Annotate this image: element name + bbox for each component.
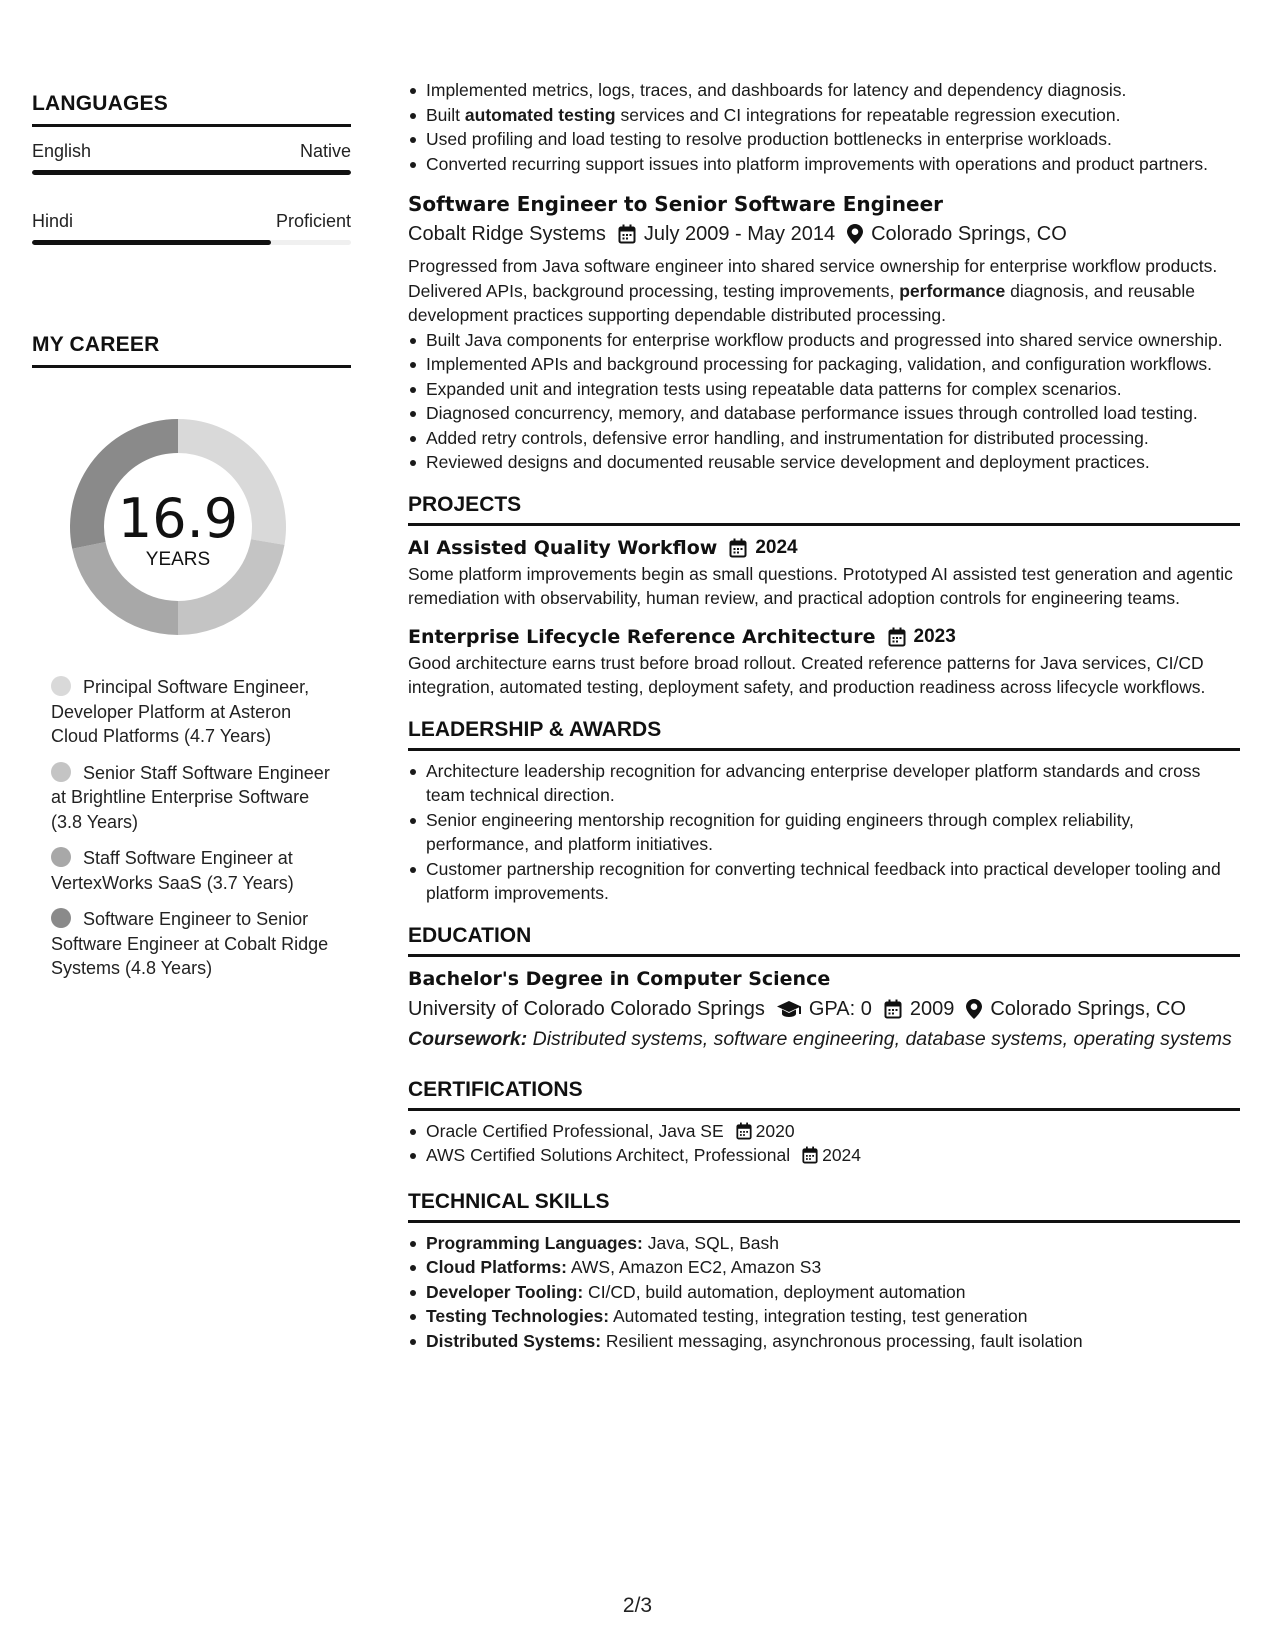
degree-title: Bachelor's Degree in Computer Science — [408, 967, 831, 990]
language-level: Proficient — [275, 211, 351, 231]
list-item: Implemented metrics, logs, traces, and dashboards for latency and dependency diagnosis. — [408, 78, 1240, 103]
legend-dot — [51, 908, 71, 928]
languages-title: LANGUAGES — [32, 92, 168, 115]
legend-label: Principal Software Engineer, Developer Platform at Asteron Cloud Platforms (4.7 Years) — [51, 677, 310, 746]
job-dates: July 2009 - May 2014 — [643, 223, 836, 245]
list-item: Used profiling and load testing to resolve production bottlenecks in enterprise workloads. — [408, 127, 1240, 152]
certification-name: AWS Certified Solutions Architect, Professional — [426, 1145, 791, 1165]
list-item — [408, 1143, 1240, 1168]
list-item: Reviewed designs and documented reusable service development and deployment practices. — [408, 450, 1240, 475]
language-item — [32, 211, 351, 245]
certifications-list — [408, 1119, 1240, 1168]
proficiency-bar — [32, 170, 351, 175]
page-number: 2/3 — [622, 1594, 653, 1617]
education-title: EDUCATION — [408, 923, 532, 947]
calendar-icon — [802, 1146, 818, 1164]
list-item: Built Java components for enterprise workflow products and progressed into shared service ownership. — [408, 328, 1240, 353]
skill-category: Developer Tooling: — [426, 1281, 584, 1302]
language-item — [32, 141, 351, 175]
list-item: Diagnosed concurrency, memory, and database performance issues through controlled load testing. — [408, 401, 1240, 426]
legend-label: Senior Staff Software Engineer at Brightline Enterprise Software (3.8 Years) — [51, 762, 330, 832]
gpa: GPA: 0 — [808, 997, 872, 1020]
list-item: Cloud Platforms: AWS, Amazon EC2, Amazon S3 — [408, 1255, 1240, 1280]
skills-title: TECHNICAL SKILLS — [408, 1189, 610, 1213]
years-label: YEARS — [145, 549, 211, 570]
legend-dot — [51, 847, 71, 867]
list-item: Programming Languages: Java, SQL, Bash — [408, 1231, 1240, 1256]
bold-text: automated testing — [464, 104, 616, 125]
section-divider — [32, 365, 351, 368]
project-year: 2024 — [755, 536, 798, 558]
legend-label: Staff Software Engineer at VertexWorks SaaS (3.7 Years) — [51, 848, 294, 893]
list-item: Converted recurring support issues into platform improvements with operations and product partners. — [408, 152, 1240, 177]
job-location: Colorado Springs, CO — [871, 223, 1067, 245]
main-content — [408, 78, 1240, 1353]
section-divider — [32, 124, 351, 127]
list-item: Developer Tooling: CI/CD, build automation, deployment automation — [408, 1280, 1240, 1305]
company-name: Cobalt Ridge Systems — [408, 223, 606, 245]
calendar-icon — [736, 1122, 752, 1140]
job-summary: Progressed from Java software engineer into shared service ownership for enterprise workflow products. Delivered APIs, background processing, testing improvements, performance diagnosis, and reusable development practices supporting dependable distributed processing. — [408, 256, 1218, 325]
school-name: University of Colorado Colorado Springs — [408, 997, 765, 1020]
projects-title: PROJECTS — [408, 492, 522, 516]
language-name: English — [32, 141, 92, 161]
language-name: Hindi — [32, 211, 74, 231]
legend-item — [51, 761, 341, 835]
legend-label: Software Engineer to Senior Software Engineer at Cobalt Ridge Systems (4.8 Years) — [51, 909, 329, 978]
legend-item — [51, 846, 341, 895]
career-donut-chart — [66, 415, 290, 639]
project-year: 2023 — [913, 625, 956, 647]
list-item: Implemented APIs and background processing for packaging, validation, and configuration workflows. — [408, 352, 1240, 377]
leadership-title: LEADERSHIP & AWARDS — [408, 717, 662, 741]
skills-list — [408, 1231, 1240, 1354]
previous-job-bullets — [408, 78, 1240, 176]
education-meta — [408, 995, 1240, 1023]
list-item — [408, 1119, 1240, 1144]
coursework-label: Coursework: — [408, 1027, 528, 1050]
bold-text: performance — [899, 280, 1006, 301]
project-title: AI Assisted Quality Workflow 2024 — [408, 534, 1240, 562]
list-item: Distributed Systems: Resilient messaging, asynchronous processing, fault isolation — [408, 1329, 1240, 1354]
project-description: Some platform improvements begin as small questions. Prototyped AI assisted test generation and agentic remediation with observability, human review, and practical adoption controls for engineering teams. — [408, 563, 1233, 608]
list-item: Architecture leadership recognition for advancing enterprise developer platform standards and cross team technical direction. — [408, 759, 1240, 808]
skill-category: Testing Technologies: — [426, 1306, 610, 1326]
list-item: Testing Technologies: Automated testing, integration testing, test generation — [408, 1304, 1240, 1329]
section-divider — [408, 1220, 1240, 1223]
calendar-icon — [884, 999, 902, 1019]
proficiency-fill — [32, 170, 351, 175]
skill-category: Cloud Platforms: — [426, 1257, 567, 1277]
section-divider — [408, 954, 1240, 957]
map-pin-icon — [966, 999, 982, 1019]
career-section — [32, 333, 351, 368]
certification-year: 2024 — [822, 1145, 862, 1165]
map-pin-icon — [847, 224, 863, 244]
legend-dot — [51, 676, 71, 696]
project-description: Good architecture earns trust before broad rollout. Created reference patterns for Java services, CI/CD integration, automated testing, deployment safety, and production readiness across lifecycle workflows. — [408, 652, 1206, 697]
proficiency-fill — [32, 240, 271, 245]
calendar-icon — [888, 627, 906, 647]
coursework: Coursework: Distributed systems, software engineering, database systems, operating systems — [408, 1027, 1232, 1050]
legend-item — [51, 907, 341, 981]
job-bullets — [408, 328, 1240, 475]
legend-item — [51, 675, 341, 749]
skill-category: Programming Languages: — [426, 1232, 643, 1253]
section-divider — [408, 748, 1240, 751]
education-location: Colorado Springs, CO — [990, 997, 1186, 1020]
calendar-icon — [729, 538, 747, 558]
list-item: Senior engineering mentorship recognition for guiding engineers through complex reliability, performance, and platform initiatives. — [408, 808, 1240, 857]
list-item: Built automated testing services and CI integrations for repeatable regression execution. — [408, 103, 1240, 128]
certification-year: 2020 — [755, 1120, 795, 1141]
languages-section — [32, 92, 351, 245]
job-title: Software Engineer to Senior Software Engineer — [408, 192, 943, 216]
total-years: 16.9 — [117, 487, 239, 550]
project-title: Enterprise Lifecycle Reference Architecture 2023 — [408, 623, 1240, 651]
calendar-icon — [618, 224, 636, 244]
graduation-cap-icon — [777, 1000, 801, 1018]
section-divider — [408, 1108, 1240, 1111]
career-title: MY CAREER — [32, 333, 160, 356]
career-legend — [51, 675, 341, 993]
skill-category: Distributed Systems: — [426, 1330, 602, 1351]
list-item: Customer partnership recognition for converting technical feedback into practical developer tooling and platform improvements. — [408, 857, 1240, 906]
language-level: Native — [299, 141, 351, 161]
proficiency-bar — [32, 240, 351, 245]
list-item: Expanded unit and integration tests using repeatable data patterns for complex scenarios. — [408, 377, 1240, 402]
certification-name: Oracle Certified Professional, Java SE — [426, 1120, 724, 1141]
graduation-year: 2009 — [909, 997, 955, 1020]
legend-dot — [51, 762, 71, 782]
job-meta — [408, 220, 1240, 248]
certifications-title: CERTIFICATIONS — [408, 1077, 583, 1101]
section-divider — [408, 523, 1240, 526]
leadership-list — [408, 759, 1240, 906]
list-item: Added retry controls, defensive error handling, and instrumentation for distributed processing. — [408, 426, 1240, 451]
